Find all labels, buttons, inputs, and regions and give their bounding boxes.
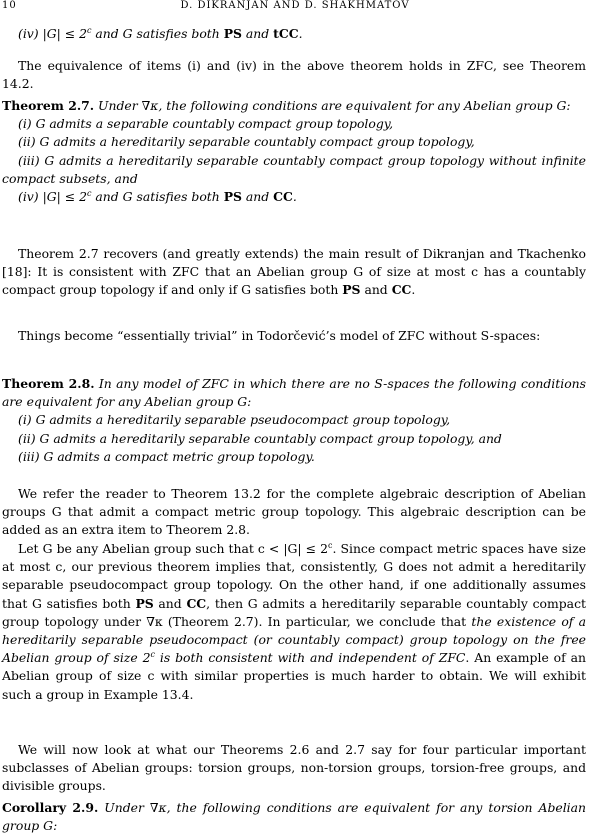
- paragraph-text: . An example of an Abelian group of size c with similar properties is much harder to obtain. We will exhibit such a group in Example 13.4.: [2, 650, 586, 702]
- bold-ps: PS: [342, 282, 361, 298]
- bold-cc: CC: [186, 595, 207, 611]
- item-text: .: [292, 189, 297, 205]
- theorem-item: (i) G admits a hereditarily separable pseudocompact group topology,: [18, 412, 451, 428]
- paragraph-subclasses: We will now look at what our Theorems 2.6 and 2.7 say for four particular important subclasses of Abelian groups: torsion groups, non-torsion groups, torsion-free groups, and divisible groups.: [2, 742, 586, 794]
- paragraph-text: . Since compact metric spaces have size at most c, our previous theorem implies that, consistently, G does not admit a hereditarily separable pseudocompact group topology. On the other hand, if one additionally assumes that G satisfies both: [2, 541, 586, 611]
- theorem-statement: In any model of ZFC in which there are no S-spaces the following conditions are equivalent for any Abelian group G:: [2, 376, 586, 410]
- theorem-label: Theorem 2.7.: [2, 98, 95, 113]
- item-text: and: [241, 189, 274, 205]
- paragraph-recovers: [2, 245, 586, 300]
- theorem-2-8: [2, 375, 586, 466]
- corollary-statement: Under ∇κ, the following conditions are equivalent for any torsion Abelian group G:: [2, 800, 586, 834]
- italic-text: is both consistent with and independent of ZFC: [154, 650, 466, 666]
- theorem-item: (i) G admits a separable countably compact group topology,: [18, 116, 394, 132]
- theorem-item: (iii) G admits a compact metric group topology.: [18, 448, 315, 464]
- theorem-item-iv-previous: [2, 25, 586, 43]
- theorem-item: (ii) G admits a hereditarily separable countably compact group topology,: [18, 134, 475, 150]
- item-text: and: [241, 26, 274, 41]
- paragraph-todorcevic: Things become “essentially trivial” in Todorčević’s model of ZFC without S-spaces:: [18, 328, 541, 343]
- bold-cc: CC: [273, 189, 293, 205]
- item-text: .: [298, 26, 303, 41]
- page-number: 10: [2, 0, 17, 11]
- bold-ps: PS: [135, 595, 154, 611]
- running-header: [0, 0, 590, 14]
- corollary-2-9: [2, 799, 586, 835]
- paragraph-text: Theorem 2.7 recovers (and greatly extends) the main result of Dikranjan and Tkachenko [18]: It is consistent with ZFC that an Abelian group G of size at most c has a countably compact group topology if and only if G satisfies both: [2, 246, 586, 298]
- paragraph-text: Let G be any Abelian group such that c < |G| ≤ 2: [18, 541, 329, 556]
- item-text: and G satisfies both: [91, 26, 224, 41]
- paragraph-equivalence: The equivalence of items (i) and (iv) in the above theorem holds in ZFC, see Theorem 14.2.: [2, 58, 586, 92]
- paragraph-text: , then G admits a hereditarily separable countably compact group topology under ∇κ (Theorem 2.7). In particular, we conclude that: [2, 595, 586, 629]
- theorem-statement: Under ∇κ, the following conditions are equivalent for any Abelian group G:: [94, 98, 571, 113]
- theorem-item: (ii) G admits a hereditarily separable countably compact group topology, and: [18, 430, 502, 446]
- theorem-item: (iii) G admits a hereditarily separable countably compact group topology without infinite compact subsets, and: [2, 152, 586, 186]
- theorem-2-7: [2, 97, 586, 206]
- superscript: c: [86, 25, 92, 35]
- corollary-label: Corollary 2.9.: [2, 800, 99, 815]
- theorem-item: [2, 188, 586, 206]
- paragraph-text: and: [153, 595, 187, 611]
- paragraph-let-g: [2, 540, 586, 704]
- theorem-label: Theorem 2.8.: [2, 376, 95, 391]
- item-text: and G satisfies both: [91, 189, 224, 205]
- bold-ps: PS: [223, 26, 242, 41]
- superscript: c: [86, 188, 92, 198]
- italic-text: the existence of a hereditarily separable pseudocompact (or countably compact) group topology on the free Abelian group of size 2: [2, 613, 586, 666]
- paragraph-text: .: [411, 282, 416, 298]
- superscript: c: [150, 650, 155, 660]
- running-title: D. DIKRANJAN AND D. SHAKHMATOV: [180, 0, 410, 11]
- item-text: (iv) |G| ≤ 2: [18, 189, 87, 205]
- paragraph-refer: We refer the reader to Theorem 13.2 for the complete algebraic description of Abelian groups G that admit a compact metric group topology. This algebraic description can be added as an extra item to Theorem 2.8.: [2, 486, 586, 538]
- bold-cc: CC: [391, 282, 412, 298]
- bold-ps: PS: [223, 189, 242, 205]
- bold-tcc: tCC: [273, 26, 299, 41]
- paragraph-text: and: [360, 282, 392, 298]
- superscript: c: [328, 540, 333, 550]
- item-text: (iv) |G| ≤ 2: [18, 26, 87, 41]
